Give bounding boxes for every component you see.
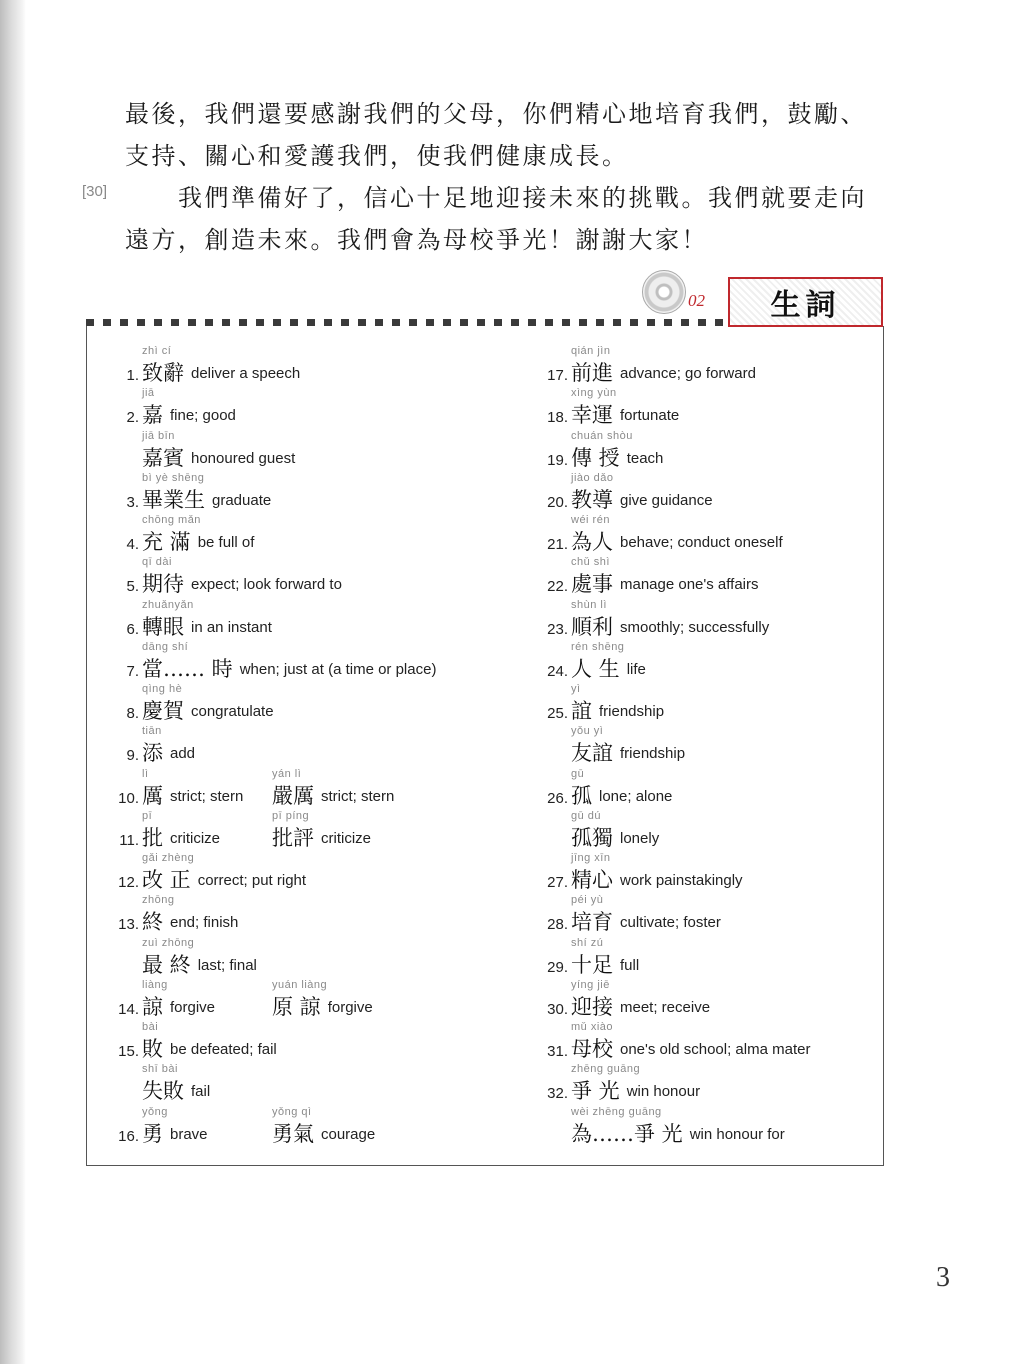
- vocab-word: [571, 725, 1026, 767]
- english-meaning: life: [626, 660, 646, 678]
- vocab-number: 18.: [547, 409, 568, 427]
- vocabulary-header: [728, 277, 883, 327]
- chinese-word-line: [142, 653, 436, 683]
- chinese-word: 孤: [571, 783, 592, 808]
- chinese-word-line: [142, 526, 254, 556]
- chinese-word: 爭 光: [571, 1079, 620, 1104]
- chinese-word: 厲: [142, 783, 163, 808]
- english-meaning: end; finish: [170, 914, 239, 932]
- chinese-word: 原 諒: [272, 994, 321, 1019]
- english-meaning: expect; look forward to: [191, 576, 342, 594]
- vocab-word: [571, 1063, 1026, 1105]
- english-meaning: fine; good: [170, 407, 236, 425]
- chinese-word: 順利: [571, 614, 613, 639]
- english-meaning: deliver a speech: [191, 365, 301, 382]
- text-line-2: 支持、關心和愛護我們，使我們健康成長。: [125, 142, 629, 170]
- english-meaning: strict; stern: [321, 787, 395, 805]
- line-marker: [30]: [82, 183, 108, 200]
- vocab-number: 8.: [126, 705, 139, 722]
- chinese-word-line: [571, 484, 713, 514]
- pinyin: zhēng guāng: [571, 1063, 641, 1076]
- english-meaning: courage: [321, 1125, 376, 1143]
- vocab-word: [571, 641, 1026, 683]
- chinese-word: 畢業生: [142, 487, 205, 512]
- pinyin: jīng xīn: [571, 852, 611, 864]
- chinese-word-line: [142, 737, 195, 767]
- chinese-word-line: [571, 653, 646, 683]
- vocab-number: 15.: [118, 1043, 139, 1060]
- page-number: 3: [936, 1262, 950, 1293]
- english-meaning: forgive: [327, 998, 373, 1016]
- vocab-number: 16.: [118, 1127, 139, 1145]
- chinese-word-line: [142, 949, 257, 979]
- english-meaning: full: [620, 956, 640, 974]
- vocab-word: [142, 725, 642, 767]
- chinese-word: 諒: [142, 994, 163, 1019]
- chinese-word-line: [571, 991, 710, 1021]
- chinese-word-line: [571, 442, 663, 472]
- pinyin: zhōng: [142, 894, 175, 907]
- chinese-word-line: [571, 949, 639, 979]
- english-meaning: be full of: [197, 534, 255, 551]
- english-meaning: win honour: [626, 1083, 701, 1101]
- pinyin: qìng hè: [142, 683, 183, 695]
- chinese-word-line: [571, 780, 672, 810]
- chinese-word: 精心: [571, 868, 613, 892]
- chinese-word-line: [571, 1033, 810, 1063]
- vocab-number: 30.: [547, 1000, 568, 1018]
- chinese-word: 前進: [571, 361, 613, 385]
- chinese-word-line: [571, 1118, 785, 1148]
- chinese-word: 嘉: [142, 403, 163, 428]
- pinyin: jiào dǎo: [571, 471, 614, 484]
- chinese-word: 期待: [142, 572, 184, 597]
- chinese-word-line: [142, 780, 243, 810]
- chinese-word-line: [142, 442, 295, 472]
- pinyin: shī bài: [142, 1063, 178, 1076]
- chinese-word-line: [142, 822, 220, 852]
- english-meaning: add: [170, 745, 196, 763]
- chinese-word-line: [571, 568, 759, 598]
- text-line-4: 遠方，創造未來。我們會為母校爭光！謝謝大家！: [125, 226, 708, 254]
- pinyin: mǔ xiào: [571, 1021, 614, 1033]
- chinese-word: 友誼: [571, 741, 613, 766]
- pinyin: bì yè shēng: [142, 471, 205, 484]
- pinyin: yíng jiē: [571, 978, 610, 991]
- pinyin: gū: [571, 767, 585, 780]
- chinese-word-line: [272, 780, 394, 810]
- vocab-number: 32.: [547, 1085, 568, 1103]
- vocab-number: 4.: [126, 536, 139, 553]
- chinese-word: 敗: [142, 1037, 163, 1061]
- pinyin: yán lì: [272, 767, 302, 780]
- pinyin: chǔ shì: [571, 556, 610, 569]
- vocab-number: 5.: [126, 578, 139, 596]
- audio-track-number: 02: [688, 291, 705, 310]
- vocab-number: 14.: [118, 1000, 139, 1018]
- chinese-word: 當…… 時: [142, 656, 233, 681]
- english-meaning: teach: [626, 449, 664, 467]
- vocab-word: [571, 894, 1026, 936]
- english-meaning: lonely: [620, 829, 660, 847]
- pinyin: pī píng: [272, 809, 310, 822]
- english-meaning: criticize: [170, 829, 221, 847]
- english-meaning: behave; conduct oneself: [620, 534, 783, 551]
- chinese-word: 嚴厲: [272, 783, 314, 808]
- vocab-word: [571, 810, 1026, 852]
- chinese-word: 慶賀: [142, 699, 184, 723]
- chinese-word-line: [142, 399, 236, 429]
- english-meaning: last; final: [197, 956, 257, 974]
- chinese-word: 勇: [142, 1121, 163, 1146]
- chinese-word-line: [142, 991, 215, 1021]
- vocab-number: 17.: [547, 367, 568, 384]
- chinese-word-line: [142, 864, 306, 894]
- vocab-word: [571, 430, 1026, 472]
- pinyin: xìng yùn: [571, 387, 617, 400]
- chinese-word-line: [142, 1118, 208, 1148]
- vocab-word: [571, 937, 1026, 979]
- pinyin: wèi zhēng guāng: [571, 1105, 662, 1118]
- vocab-number: 2.: [126, 409, 139, 427]
- chinese-word: 批: [142, 825, 163, 850]
- vocab-word: [571, 1021, 1026, 1063]
- english-meaning: manage one's affairs: [620, 576, 759, 594]
- vocab-word: [571, 387, 1026, 429]
- vocab-word: [571, 768, 1026, 810]
- vocab-word: [571, 979, 1026, 1021]
- english-meaning: criticize: [321, 829, 372, 847]
- pinyin: gū dú: [571, 809, 602, 822]
- english-meaning: honoured guest: [191, 449, 296, 467]
- english-meaning: advance; go forward: [620, 365, 756, 382]
- vocab-number: 3.: [126, 493, 139, 511]
- pinyin: yǒng qì: [272, 1105, 312, 1118]
- vocab-number: 31.: [547, 1043, 568, 1060]
- chinese-word: 致辭: [142, 361, 184, 385]
- chinese-word: 教導: [571, 487, 613, 512]
- vocab-number: 10.: [118, 789, 139, 807]
- pinyin: yǒng: [142, 1105, 168, 1118]
- chinese-word-line: [142, 695, 274, 725]
- chinese-word: 孤獨: [571, 825, 613, 850]
- english-meaning: fortunate: [620, 407, 680, 425]
- vocab-number: 21.: [547, 536, 568, 553]
- pinyin: zhì cí: [142, 345, 172, 357]
- vocab-number: 1.: [126, 367, 139, 384]
- vocab-number: 9.: [126, 747, 139, 765]
- vocab-number: 24.: [547, 662, 568, 680]
- chinese-word: 誼: [571, 699, 592, 723]
- chinese-word-line: [272, 991, 373, 1021]
- pinyin: zuì zhōng: [142, 936, 195, 949]
- chinese-word: 添: [142, 741, 163, 766]
- vocab-word: [571, 852, 1026, 894]
- english-meaning: smoothly; successfully: [620, 618, 770, 636]
- chinese-word: 為……爭 光: [571, 1121, 683, 1146]
- text-line-3: 我們準備好了，信心十足地迎接未來的挑戰。我們就要走向: [125, 184, 867, 212]
- pinyin: péi yù: [571, 894, 604, 907]
- pinyin: qī dài: [142, 556, 172, 569]
- vocab-word: [571, 556, 1026, 598]
- vocab-number: 11.: [119, 831, 139, 849]
- chinese-word-line: [571, 526, 783, 556]
- pinyin: wéi rén: [571, 514, 610, 526]
- chinese-word-line: [142, 611, 272, 641]
- vocab-word: [571, 1106, 1026, 1148]
- pinyin: chōng mǎn: [142, 514, 201, 526]
- vocab-word: [571, 472, 1026, 514]
- english-meaning: lone; alone: [599, 787, 673, 805]
- pinyin: pī: [142, 809, 153, 822]
- vocab-number: 28.: [547, 916, 568, 934]
- vocab-number: 23.: [547, 620, 568, 638]
- pinyin: yì: [571, 683, 581, 695]
- chinese-word: 嘉賓: [142, 445, 184, 470]
- english-meaning: fail: [191, 1083, 211, 1101]
- english-meaning: friendship: [599, 703, 665, 720]
- chinese-word: 培育: [571, 910, 613, 935]
- chinese-word: 幸運: [571, 403, 613, 428]
- pinyin: yuán liàng: [272, 978, 328, 991]
- vocab-number: 22.: [547, 578, 568, 596]
- pinyin: zhuǎnyǎn: [142, 598, 194, 611]
- chinese-word-line: [142, 1033, 277, 1063]
- vocab-number: 29.: [547, 958, 568, 976]
- pinyin: bài: [142, 1021, 159, 1033]
- pinyin: qián jìn: [571, 345, 611, 357]
- chinese-word: 母校: [571, 1037, 613, 1061]
- chinese-word: 終: [142, 910, 163, 935]
- pinyin: gǎi zhèng: [142, 852, 195, 864]
- audio-disc-icon[interactable]: [642, 270, 686, 314]
- vocab-number: 25.: [547, 705, 568, 722]
- english-meaning: congratulate: [191, 703, 274, 720]
- vocab-number: 13.: [118, 916, 139, 934]
- vocab-word: [571, 683, 1026, 725]
- vocab-word: [571, 514, 1026, 556]
- english-meaning: one's old school; alma mater: [620, 1041, 811, 1058]
- chinese-word-line: [571, 906, 721, 936]
- pinyin: lì: [142, 767, 149, 780]
- chinese-word-line: [571, 1075, 700, 1105]
- chinese-word: 勇氣: [272, 1121, 314, 1146]
- pinyin: rén shēng: [571, 640, 625, 653]
- pinyin: shùn lì: [571, 598, 607, 611]
- chinese-word-line: [571, 737, 685, 767]
- english-meaning: friendship: [620, 745, 686, 763]
- chinese-word-line: [142, 906, 238, 936]
- english-meaning: forgive: [170, 998, 216, 1016]
- pinyin: jiā bīn: [142, 429, 175, 442]
- pinyin: chuán shòu: [571, 429, 633, 442]
- chinese-word: 十足: [571, 952, 613, 977]
- vocabulary-title: 生詞: [770, 288, 841, 323]
- chinese-word: 失敗: [142, 1079, 184, 1104]
- chinese-word: 批評: [272, 825, 314, 850]
- vocab-number: 27.: [547, 874, 568, 891]
- chinese-word-line: [571, 864, 743, 894]
- chinese-word: 最 終: [142, 952, 191, 977]
- pinyin: liàng: [142, 978, 168, 991]
- chinese-word-line: [142, 568, 342, 598]
- vocab-number: 26.: [547, 789, 568, 807]
- english-meaning: give guidance: [620, 491, 713, 509]
- chinese-word: 充 滿: [142, 530, 191, 554]
- english-meaning: when; just at (a time or place): [239, 660, 437, 678]
- english-meaning: meet; receive: [620, 998, 711, 1016]
- chinese-word: 轉眼: [142, 614, 184, 639]
- vocab-number: 7.: [126, 662, 139, 680]
- chinese-word: 迎接: [571, 994, 613, 1019]
- vocab-number: 19.: [547, 451, 568, 469]
- english-meaning: be defeated; fail: [170, 1041, 277, 1058]
- chinese-word: 傳 授: [571, 445, 620, 470]
- chinese-word-line: [571, 357, 756, 387]
- english-meaning: brave: [170, 1125, 208, 1143]
- pinyin: shí zú: [571, 936, 604, 949]
- pinyin: tiān: [142, 725, 162, 738]
- chinese-word-line: [272, 822, 371, 852]
- chinese-word-line: [571, 399, 679, 429]
- chinese-word-line: [571, 695, 664, 725]
- chinese-word-line: [142, 1075, 210, 1105]
- pinyin: yǒu yì: [571, 725, 604, 738]
- chinese-word: 處事: [571, 572, 613, 597]
- chinese-word-line: [272, 1118, 375, 1148]
- chinese-word: 改 正: [142, 868, 191, 892]
- english-meaning: in an instant: [191, 618, 272, 636]
- english-meaning: win honour for: [689, 1125, 785, 1143]
- chinese-word-line: [142, 357, 300, 387]
- chinese-word-line: [142, 484, 271, 514]
- vocab-word: [571, 345, 1026, 387]
- book-spine-shadow: [0, 0, 26, 1364]
- vocab-number: 20.: [547, 493, 568, 511]
- vocab-number: 12.: [118, 874, 139, 891]
- dashed-divider: [86, 319, 726, 326]
- english-meaning: strict; stern: [170, 787, 244, 805]
- english-meaning: correct; put right: [197, 872, 307, 889]
- english-meaning: work painstakingly: [620, 872, 743, 889]
- vocab-word: [571, 599, 1026, 641]
- chinese-word-line: [571, 611, 769, 641]
- text-line-1: 最後，我們還要感謝我們的父母，你們精心地培育我們，鼓勵、: [125, 100, 867, 128]
- english-meaning: graduate: [212, 491, 272, 509]
- vocab-number: 6.: [126, 620, 139, 638]
- chinese-word: 人 生: [571, 656, 620, 681]
- pinyin: jiā: [142, 387, 155, 400]
- english-meaning: cultivate; foster: [620, 914, 721, 932]
- pinyin: dāng shí: [142, 640, 189, 653]
- chinese-word: 為人: [571, 530, 613, 554]
- chinese-word-line: [571, 822, 659, 852]
